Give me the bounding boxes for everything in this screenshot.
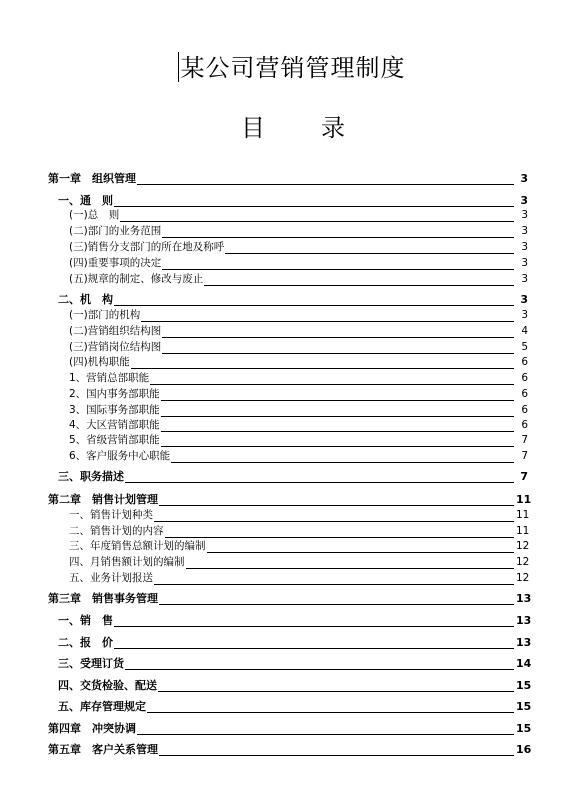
toc-leader-line bbox=[114, 647, 514, 649]
toc-entry[interactable] bbox=[69, 240, 528, 255]
toc-entry[interactable] bbox=[69, 224, 528, 239]
toc-entry[interactable] bbox=[69, 418, 528, 433]
toc-entry-label: (三)营销岗位结构图 bbox=[69, 341, 162, 353]
toc-entry[interactable] bbox=[48, 721, 532, 736]
toc-leader-line bbox=[204, 284, 514, 286]
toc-entry-page: 3 bbox=[521, 309, 528, 321]
toc-entry-label: 第五章 客户关系管理 bbox=[48, 743, 158, 756]
toc-entry[interactable] bbox=[58, 635, 532, 650]
toc-entry-page: 4 bbox=[521, 325, 528, 337]
toc-entry-page: 6 bbox=[521, 404, 528, 416]
toc-entry[interactable] bbox=[69, 355, 528, 370]
toc-leader-line bbox=[141, 320, 514, 322]
toc-leader-line bbox=[161, 445, 514, 447]
toc-leader-line bbox=[162, 336, 514, 338]
toc-entry-label: (四)机构职能 bbox=[69, 356, 130, 368]
toc-entry-page: 6 bbox=[521, 356, 528, 368]
toc-entry-label: (一)部门的机构 bbox=[69, 309, 141, 321]
toc-entry-label: 6、客户服务中心职能 bbox=[69, 450, 171, 462]
toc-entry-page: 3 bbox=[520, 293, 528, 306]
toc-entry-page: 12 bbox=[516, 556, 530, 568]
toc-entry-page: 7 bbox=[521, 434, 528, 446]
toc-entry-page: 15 bbox=[516, 700, 532, 713]
toc-entry-label: 一、销 售 bbox=[58, 614, 113, 627]
toc-entry[interactable] bbox=[69, 403, 528, 418]
toc-entry-label: 五、库存管理规定 bbox=[58, 700, 146, 713]
toc-entry-page: 3 bbox=[521, 273, 528, 285]
toc-entry-label: 一、销售计划种类 bbox=[69, 509, 153, 521]
document-title: 某公司营销管理制度 bbox=[180, 54, 406, 82]
toc-entry-page: 7 bbox=[520, 470, 528, 483]
toc-entry[interactable] bbox=[69, 571, 528, 586]
toc-leader-line bbox=[147, 711, 514, 713]
toc-entry-page: 3 bbox=[520, 194, 528, 207]
toc-leader-line bbox=[165, 536, 515, 538]
toc-entry[interactable] bbox=[58, 656, 532, 671]
toc-entry-page: 15 bbox=[516, 679, 532, 692]
toc-leader-line bbox=[131, 367, 514, 369]
toc-leader-line bbox=[114, 625, 514, 627]
toc-leader-line bbox=[137, 183, 514, 185]
toc-leader-line bbox=[161, 430, 514, 432]
toc-leader-line bbox=[171, 461, 514, 463]
toc-entry-label: (二)营销组织结构图 bbox=[69, 325, 162, 337]
toc-entry[interactable] bbox=[69, 555, 528, 570]
toc-entry-page: 13 bbox=[516, 636, 532, 649]
toc-entry[interactable] bbox=[58, 469, 528, 484]
toc-entry-page: 3 bbox=[520, 172, 528, 185]
toc-entry-label: 第二章 销售计划管理 bbox=[48, 493, 158, 506]
toc-entry[interactable] bbox=[69, 524, 528, 539]
toc-entry-label: 5、省级营销部职能 bbox=[69, 434, 160, 446]
toc-entry[interactable] bbox=[58, 292, 528, 307]
toc-leader-line bbox=[161, 415, 514, 417]
toc-entry-label: 第一章 组织管理 bbox=[48, 172, 136, 185]
toc-entry-page: 15 bbox=[516, 722, 532, 735]
toc-entry-label: 第四章 冲突协调 bbox=[48, 722, 136, 735]
toc-entry-page: 13 bbox=[516, 592, 532, 605]
toc-leader-line bbox=[125, 481, 514, 483]
toc-entry-label: 三、年度销售总额计划的编制 bbox=[69, 540, 206, 552]
toc-entry-label: 4、大区营销部职能 bbox=[69, 419, 160, 431]
toc-entry-label: (二)部门的业务范围 bbox=[69, 225, 162, 237]
toc-leader-line bbox=[162, 236, 514, 238]
toc-leader-line bbox=[162, 268, 514, 270]
toc-entry-page: 6 bbox=[521, 419, 528, 431]
toc-entry[interactable] bbox=[58, 699, 532, 714]
toc-entry[interactable] bbox=[48, 591, 532, 606]
toc-entry-label: 1、营销总部职能 bbox=[69, 372, 150, 384]
toc-entry-page: 3 bbox=[521, 209, 528, 221]
toc-leader-line bbox=[225, 252, 514, 254]
toc-leader-line bbox=[159, 504, 514, 506]
toc-leader-line bbox=[207, 551, 515, 553]
toc-entry-label: 三、受理订货 bbox=[58, 657, 124, 670]
toc-entry[interactable] bbox=[58, 613, 532, 628]
toc-entry-page: 5 bbox=[521, 341, 528, 353]
toc-entry-label: 五、业务计划报送 bbox=[69, 572, 153, 584]
toc-entry[interactable] bbox=[69, 371, 528, 386]
toc-entry-label: (一)总 则 bbox=[69, 209, 120, 221]
toc-entry-label: (四)重要事项的决定 bbox=[69, 257, 162, 269]
toc-entry-page: 12 bbox=[516, 572, 530, 584]
toc-entry-label: (五)规章的制定、修改与废止 bbox=[69, 273, 204, 285]
toc-entry-page: 6 bbox=[521, 372, 528, 384]
toc-entry[interactable] bbox=[69, 387, 528, 402]
toc-entry-label: 四、交货检验、配送 bbox=[58, 679, 157, 692]
toc-entry-label: 二、销售计划的内容 bbox=[69, 525, 164, 537]
toc-entry[interactable] bbox=[69, 256, 528, 271]
toc-entry[interactable] bbox=[69, 508, 528, 523]
toc-entry[interactable] bbox=[69, 324, 528, 339]
toc-entry[interactable] bbox=[69, 433, 528, 448]
toc-entry[interactable] bbox=[69, 308, 528, 323]
toc-entry[interactable] bbox=[58, 678, 532, 693]
toc-leader-line bbox=[159, 754, 514, 756]
toc-entry[interactable] bbox=[69, 539, 528, 554]
toc-leader-line bbox=[114, 304, 514, 306]
toc-entry-label: 二、机 构 bbox=[58, 293, 113, 306]
toc-entry-label: 一、通 则 bbox=[58, 194, 113, 207]
toc-entry-label: 二、报 价 bbox=[58, 636, 113, 649]
toc-entry-page: 11 bbox=[516, 509, 530, 521]
toc-leader-line bbox=[114, 205, 514, 207]
toc-leader-line bbox=[161, 399, 514, 401]
toc-entry-label: (三)销售分支部门的所在地及称呼 bbox=[69, 241, 225, 253]
toc-entry[interactable] bbox=[69, 340, 528, 355]
toc-entry-label: 2、国内事务部职能 bbox=[69, 388, 160, 400]
toc-leader-line bbox=[150, 383, 514, 385]
toc-leader-line bbox=[159, 603, 514, 605]
toc-leader-line bbox=[154, 520, 514, 522]
toc-entry-page: 11 bbox=[516, 525, 530, 537]
toc-entry[interactable] bbox=[69, 208, 528, 223]
toc-entry-page: 11 bbox=[516, 493, 532, 506]
toc-entry-label: 四、月销售额计划的编制 bbox=[69, 556, 185, 568]
toc-entry[interactable] bbox=[48, 171, 528, 186]
toc-entry[interactable] bbox=[69, 449, 528, 464]
toc-entry-label: 第三章 销售事务管理 bbox=[48, 592, 158, 605]
toc-entry-page: 6 bbox=[521, 388, 528, 400]
toc-heading: 目录 bbox=[241, 114, 401, 142]
toc-entry-label: 三、职务描述 bbox=[58, 470, 124, 483]
toc-leader-line bbox=[137, 733, 514, 735]
toc-entry-page: 3 bbox=[521, 241, 528, 253]
toc-entry-page: 7 bbox=[521, 450, 528, 462]
toc-entry[interactable] bbox=[58, 193, 528, 208]
toc-leader-line bbox=[120, 220, 514, 222]
toc-entry[interactable] bbox=[69, 272, 528, 287]
toc-entry-page: 3 bbox=[521, 257, 528, 269]
toc-entry[interactable] bbox=[48, 492, 532, 507]
toc-leader-line bbox=[154, 583, 514, 585]
toc-entry-page: 13 bbox=[516, 614, 532, 627]
toc-entry-page: 14 bbox=[516, 657, 532, 670]
toc-entry-label: 3、国际事务部职能 bbox=[69, 404, 160, 416]
toc-entry-page: 12 bbox=[516, 540, 530, 552]
toc-leader-line bbox=[158, 690, 514, 692]
toc-leader-line bbox=[125, 668, 514, 670]
toc-entry-page: 3 bbox=[521, 225, 528, 237]
toc-entry-page: 16 bbox=[516, 743, 532, 756]
toc-leader-line bbox=[162, 352, 514, 354]
toc-entry[interactable] bbox=[48, 742, 532, 757]
toc-leader-line bbox=[186, 567, 515, 569]
